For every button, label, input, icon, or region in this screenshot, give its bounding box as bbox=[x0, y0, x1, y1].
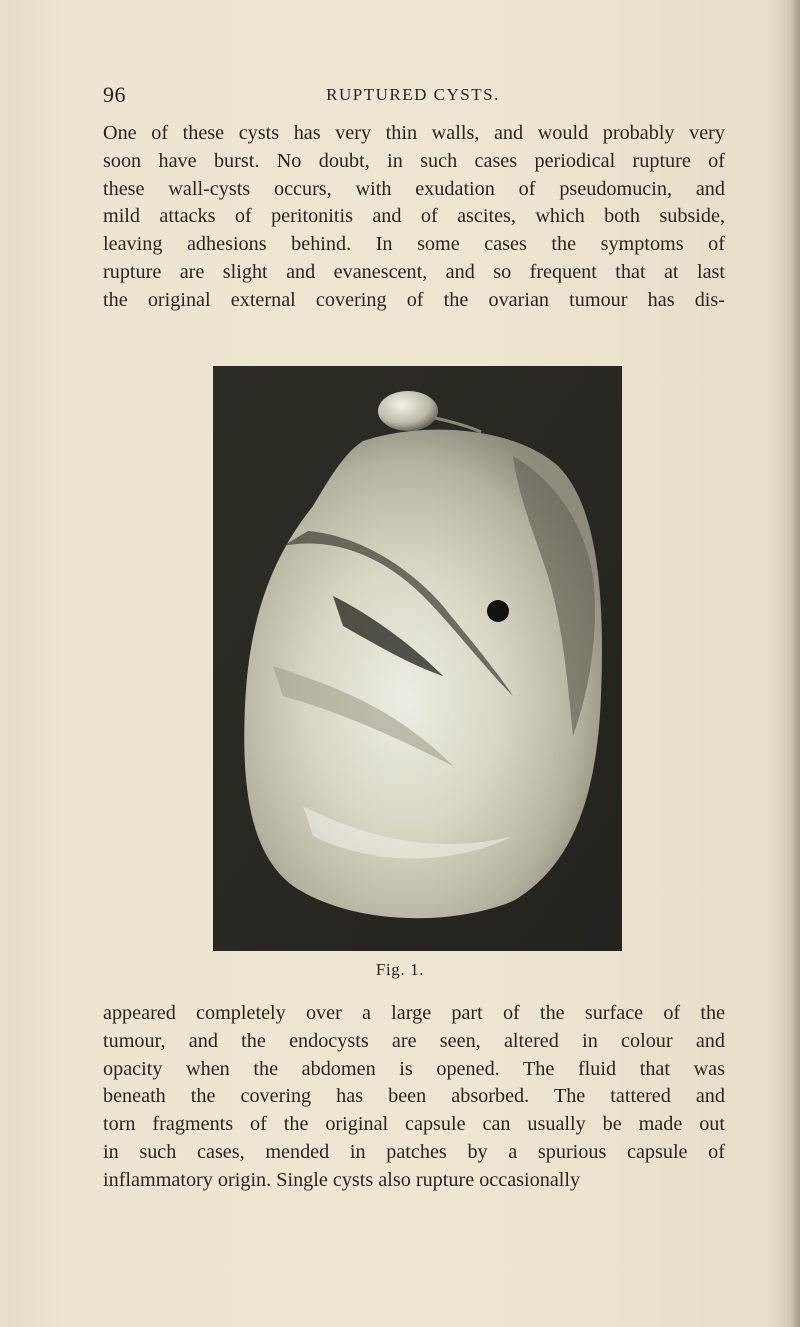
tumour-photograph bbox=[213, 366, 622, 951]
text-line: leaving adhesions behind. In some cases the symptoms of bbox=[103, 233, 725, 256]
small-wall-cyst bbox=[378, 391, 438, 431]
text-line: soon have burst. No doubt, in such cases periodical rupture of bbox=[103, 149, 725, 172]
text-line: mild attacks of peritonitis and of ascites, which both subside, bbox=[103, 205, 725, 228]
text-line: rupture are slight and evanescent, and so frequent that at last bbox=[103, 260, 725, 283]
running-head bbox=[103, 82, 723, 108]
tumour-illustration bbox=[213, 366, 622, 951]
text-line: One of these cysts has very thin walls, and would probably very bbox=[103, 122, 725, 144]
text-line: these wall-cysts occurs, with exudation of pseudomucin, and bbox=[103, 177, 725, 200]
text-line: beneath the covering has been absorbed. The tattered and bbox=[103, 1085, 725, 1108]
page-number: 96 bbox=[103, 82, 126, 107]
paragraph-bottom bbox=[103, 1000, 725, 1195]
text-line: tumour, and the endocysts are seen, altered in colour and bbox=[103, 1029, 725, 1052]
text-line: torn fragments of the original capsule can usually be made out bbox=[103, 1113, 725, 1136]
text-line: the original external covering of the ovarian tumour has dis- bbox=[103, 288, 725, 311]
running-title: RUPTURED CYSTS. bbox=[326, 85, 500, 104]
text-line: inflammatory origin. Single cysts also rupture occasionally bbox=[103, 1168, 581, 1191]
text-line: appeared completely over a large part of the surface of the bbox=[103, 1002, 725, 1024]
perforation-hole bbox=[487, 600, 509, 622]
figure-caption: Fig. 1. bbox=[375, 960, 425, 979]
text-line: opacity when the abdomen is opened. The fluid that was bbox=[103, 1057, 725, 1080]
paragraph-top bbox=[103, 120, 725, 315]
page-edge-shadow bbox=[790, 0, 800, 1327]
text-line: in such cases, mended in patches by a spurious capsule of bbox=[103, 1140, 725, 1163]
